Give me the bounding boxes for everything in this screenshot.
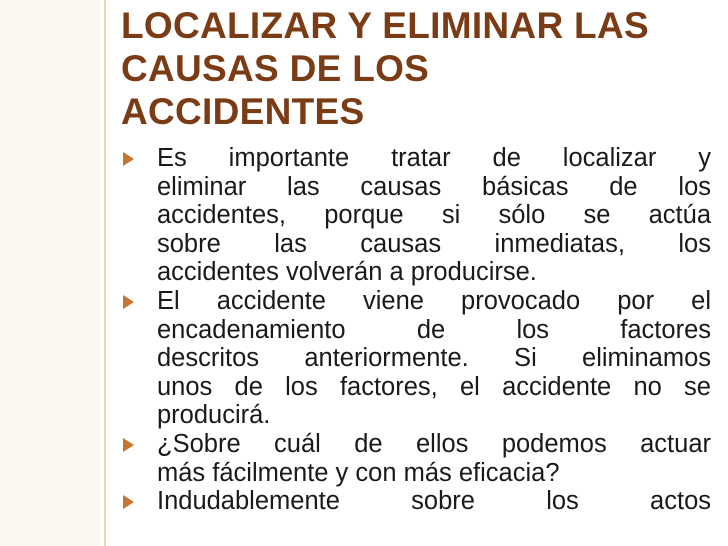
bullet-item [121,144,711,287]
bullet-text-line: Es importante tratar de localizar y [157,144,711,172]
vertical-divider [104,0,106,546]
bullet-text-line: accidentes, porque si sólo se actúa [157,201,711,230]
title-line: LOCALIZAR Y ELIMINAR LAS [121,5,649,46]
title-line: ACCIDENTES [121,91,365,132]
bullet-text-line: unos de los factores, el accidente no se [157,372,711,401]
bullet-arrow-icon [123,295,134,309]
bullet-text-line: Indudablemente sobre los actos [157,487,711,516]
title-line: CAUSAS DE LOS [121,48,430,89]
bullet-arrow-icon [123,495,134,509]
bullet-text-line: El accidente viene provocado por el [157,286,711,315]
slide-title [121,4,721,133]
left-decorative-band [0,0,100,546]
bullet-item [121,487,711,516]
bullet-item [121,287,711,430]
bullet-arrow-icon [123,152,134,166]
bullet-list [121,144,711,516]
bullet-arrow-icon [123,438,134,452]
bullet-text-line: descritos anteriormente. Si eliminamos [157,344,711,373]
bullet-text-line: encadenamiento de los factores [157,315,711,344]
bullet-text-line: más fácilmente y con más eficacia? [157,458,560,487]
bullet-text-line: accidentes volverán a producirse. [157,258,537,287]
bullet-text-line: sobre las causas inmediatas, los [157,229,711,258]
bullet-text-line: producirá. [157,401,271,430]
bullet-item [121,430,711,487]
bullet-text-line: ¿Sobre cuál de ellos podemos actuar [157,429,711,458]
bullet-text-line: eliminar las causas básicas de los [157,172,711,201]
